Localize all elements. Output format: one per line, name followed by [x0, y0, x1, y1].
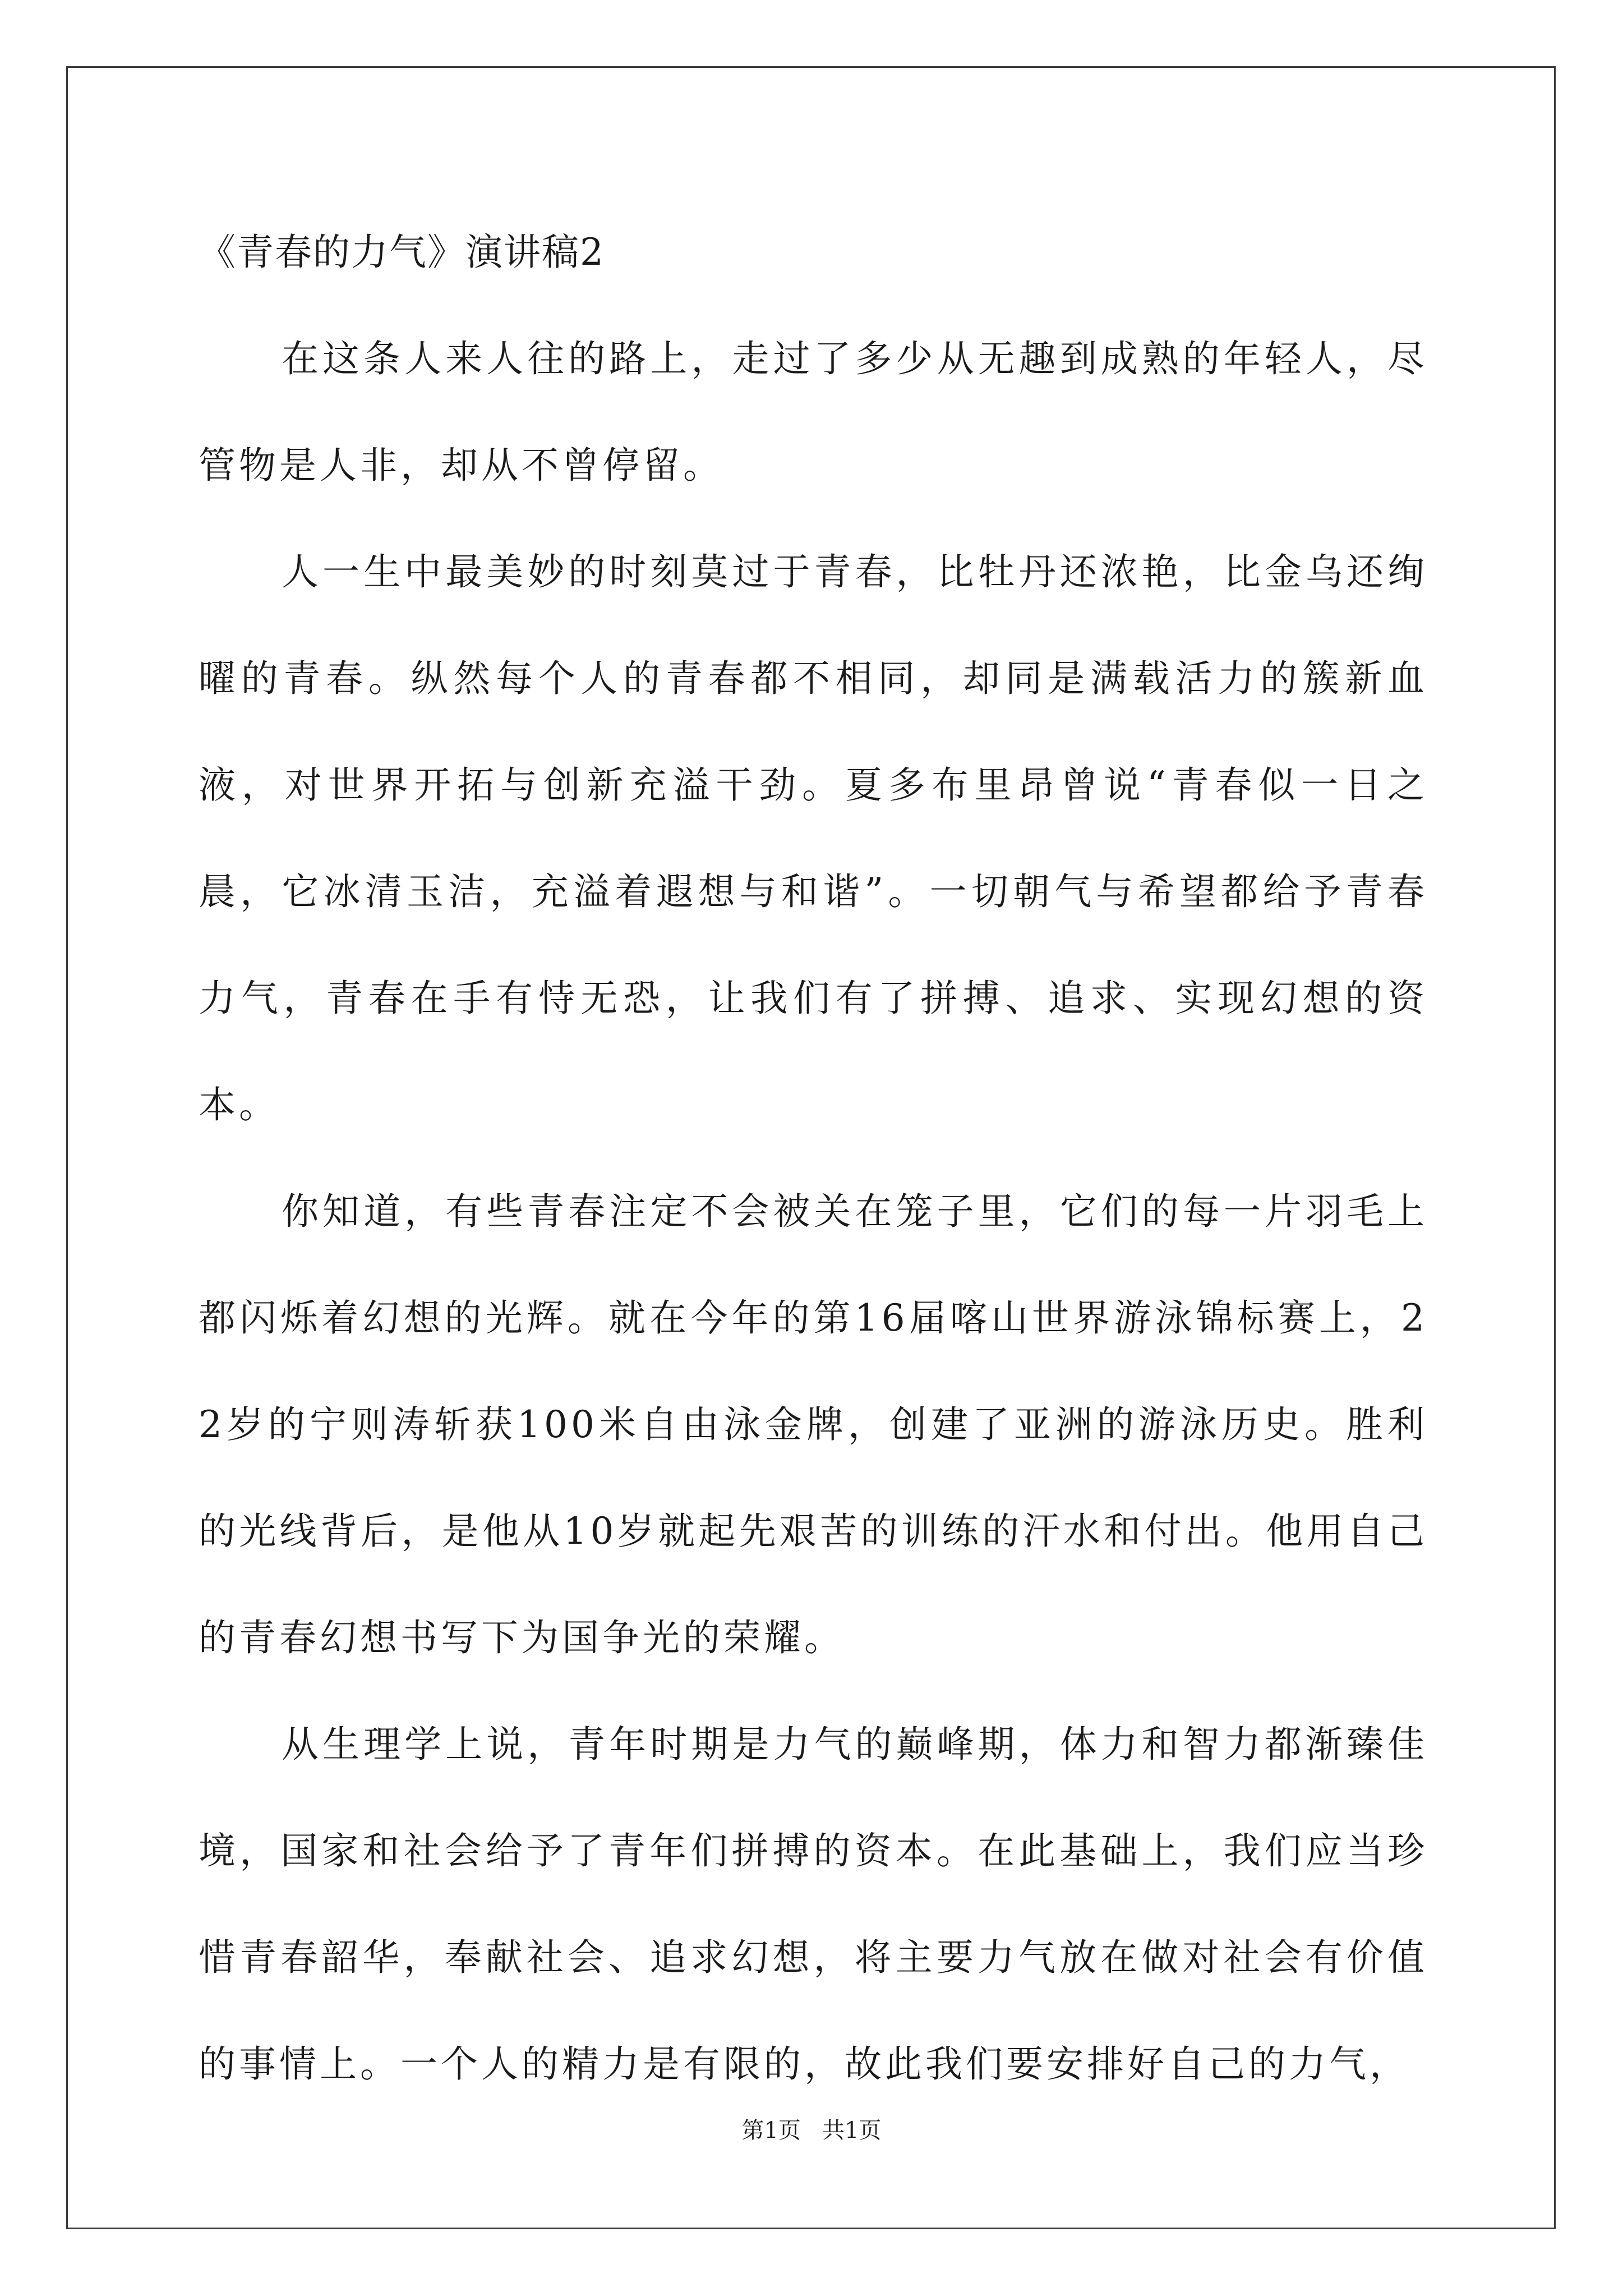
- paragraph-1: 在这条人来人往的路上，走过了多少从无趣到成熟的年轻人，尽管物是人非，却从不曾停留。: [199, 337, 1428, 487]
- paragraph-4: 从生理学上说，青年时期是力气的巅峰期，体力和智力都渐臻佳境，国家和社会给予了青年们拼搏的资本。在此基础上，我们应当珍惜青春韶华，奉献社会、追求幻想，将主要力气放在做对社会有价值的事情上。一个人的精力是有限的，故此我们要安排好自己的力气，: [199, 1723, 1428, 2086]
- paragraph-2: 人一生中最美妙的时刻莫过于青春，比牡丹还浓艳，比金乌还绚曜的青春。纵然每个人的青春都不相同，却同是满载活力的簇新血液，对世界开拓与创新充溢干劲。夏多布里昂曾说“青春似一日之晨，它冰清玉洁，充溢着遐想与和谐”。一切朝气与希望都给予青春力气，青春在手有恃无恐，让我们有了拼搏、追求、实现幻想的资本。: [199, 550, 1428, 1126]
- document-title: 《青春的力气》演讲稿2: [199, 231, 605, 274]
- page-footer: 第1页 共1页: [741, 2118, 882, 2143]
- paragraph-3: 你知道，有些青春注定不会被关在笼子里，它们的每一片羽毛上都闪烁着幻想的光辉。就在今年的第16届喀山世界游泳锦标赛上，22岁的宁则涛斩获100米自由泳金牌，创建了亚洲的游泳历史。胜利的光线背后，是他从10岁就起先艰苦的训练的汗水和付出。他用自己的青春幻想书写下为国争光的荣耀。: [199, 1190, 1428, 1659]
- document-body: [199, 199, 1428, 2118]
